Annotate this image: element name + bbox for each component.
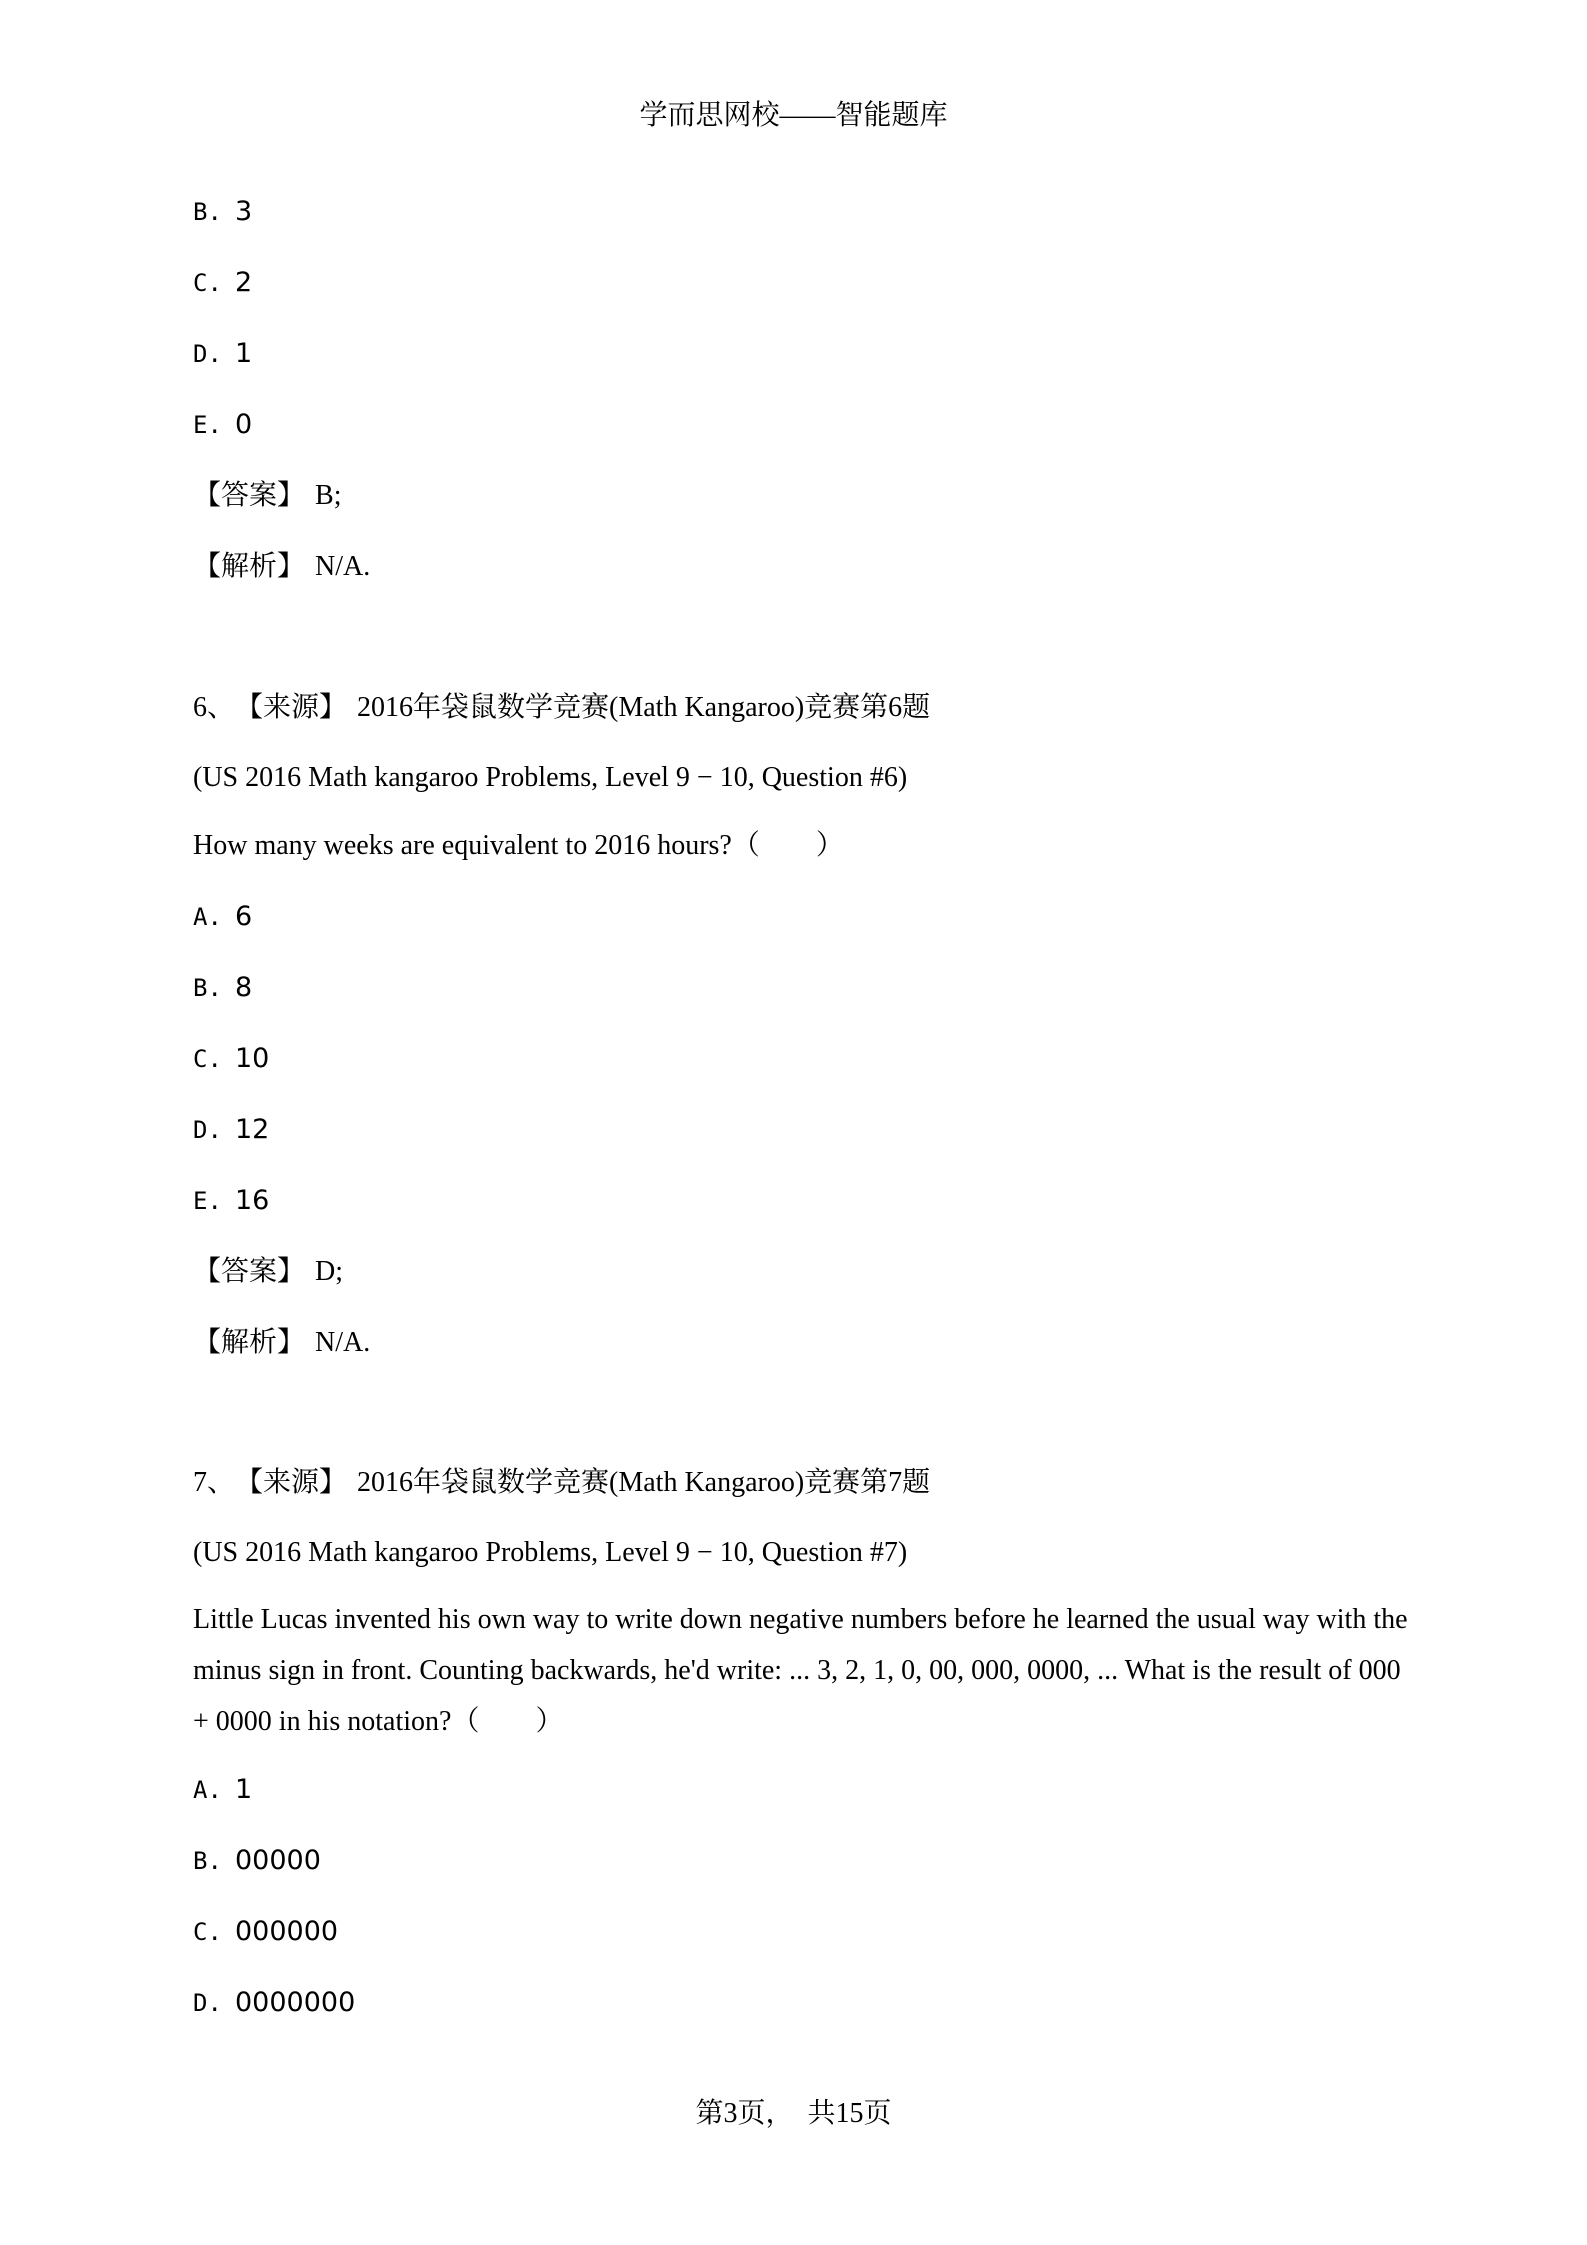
option-value: 2 xyxy=(235,267,253,298)
question-number: 7、 xyxy=(193,1467,236,1498)
answer-value: B; xyxy=(315,480,342,511)
prev-analysis xyxy=(193,547,370,587)
q6-stem: How many weeks are equivalent to 2016 hours?（ ） xyxy=(193,830,844,861)
q7-option-c xyxy=(193,1912,338,1952)
option-value: 1 xyxy=(235,1774,253,1805)
q6-option-b xyxy=(193,968,252,1008)
source-text: 2016年袋鼠数学竞赛(Math Kangaroo)竞赛第7题 xyxy=(357,1467,931,1498)
option-value: 8 xyxy=(235,972,253,1003)
q7-option-a xyxy=(193,1770,252,1810)
source-tag: 【来源】 xyxy=(235,1467,348,1498)
page-footer: 第3页， 共15页 xyxy=(695,2098,892,2129)
q7-stem: Little Lucas invented his own way to write down negative numbers before he learned the usual way with the minus sign in front. Counting backwards, he'd write: ... 3, 2, 1, 0, 00, 000, 0000, ... What is the result of 000 + 0000 in his notation?（ ） xyxy=(193,1604,1408,1737)
prev-option-c xyxy=(193,263,252,303)
q6-option-c xyxy=(193,1039,269,1079)
analysis-tag: 【解析】 xyxy=(193,1327,306,1358)
option-value: 12 xyxy=(235,1114,270,1145)
option-letter: A. xyxy=(193,1776,222,1804)
option-letter: D. xyxy=(193,1116,222,1144)
analysis-value: N/A. xyxy=(315,551,371,582)
q7-reference: (US 2016 Math kangaroo Problems, Level 9 − 10, Question #7) xyxy=(193,1537,908,1568)
option-value: 00000 xyxy=(235,1845,321,1876)
q6-option-d xyxy=(193,1110,269,1150)
option-letter: C. xyxy=(193,1918,222,1946)
option-value: 3 xyxy=(235,196,253,227)
option-letter: B. xyxy=(193,198,222,226)
answer-tag: 【答案】 xyxy=(193,480,306,511)
answer-tag: 【答案】 xyxy=(193,1256,306,1287)
option-letter: C. xyxy=(193,269,222,297)
option-letter: B. xyxy=(193,974,222,1002)
option-letter: B. xyxy=(193,1847,222,1875)
analysis-value: N/A. xyxy=(315,1327,371,1358)
prev-answer xyxy=(193,476,341,516)
analysis-tag: 【解析】 xyxy=(193,551,306,582)
option-letter: D. xyxy=(193,1989,222,2017)
option-value: 0000000 xyxy=(235,1987,356,2018)
q7-option-d xyxy=(193,1983,355,2023)
option-letter: C. xyxy=(193,1045,222,1073)
q6-answer xyxy=(193,1252,343,1292)
question-number: 6、 xyxy=(193,692,236,723)
q6-source xyxy=(193,688,930,728)
q6-option-e xyxy=(193,1181,269,1221)
prev-option-d xyxy=(193,334,252,374)
option-value: 16 xyxy=(235,1185,270,1216)
answer-value: D; xyxy=(315,1256,344,1287)
prev-option-e xyxy=(193,405,252,445)
option-letter: E. xyxy=(193,1187,222,1215)
page-header: 学而思网校——智能题库 xyxy=(639,100,948,131)
q7-source xyxy=(193,1463,930,1503)
option-value: 0 xyxy=(235,409,253,440)
q6-reference: (US 2016 Math kangaroo Problems, Level 9 − 10, Question #6) xyxy=(193,762,908,793)
q6-option-a xyxy=(193,897,252,937)
option-value: 000000 xyxy=(235,1916,339,1947)
source-tag: 【来源】 xyxy=(235,692,348,723)
option-value: 10 xyxy=(235,1043,270,1074)
option-value: 1 xyxy=(235,338,253,369)
option-letter: A. xyxy=(193,903,222,931)
prev-option-b xyxy=(193,192,252,232)
source-text: 2016年袋鼠数学竞赛(Math Kangaroo)竞赛第6题 xyxy=(357,692,931,723)
option-value: 6 xyxy=(235,901,253,932)
q7-option-b xyxy=(193,1841,321,1881)
option-letter: D. xyxy=(193,340,222,368)
option-letter: E. xyxy=(193,411,222,439)
q6-analysis xyxy=(193,1323,370,1363)
